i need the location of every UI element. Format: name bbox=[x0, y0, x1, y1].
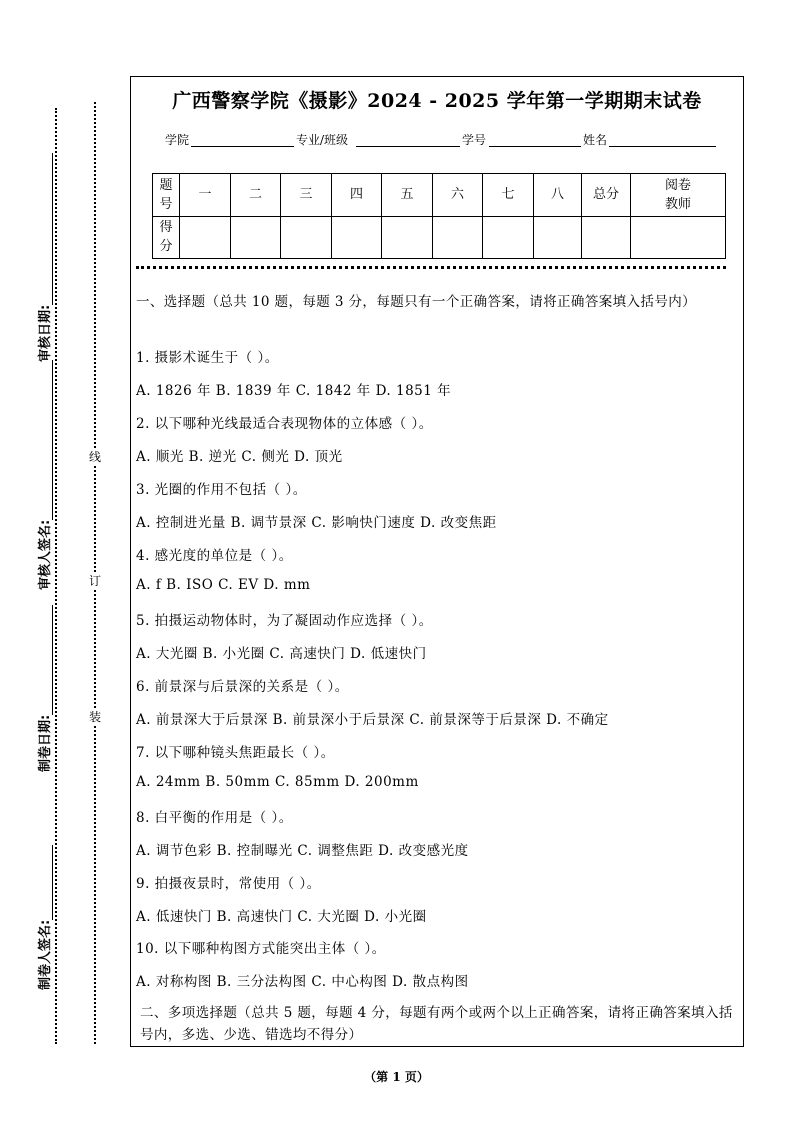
score-row-label: 得 分 bbox=[153, 216, 180, 259]
question-2-options: A. 顺光 B. 逆光 C. 侧光 D. 顶光 bbox=[136, 449, 343, 465]
col-header-total: 总分 bbox=[582, 174, 631, 217]
question-4: 4. 感光度的单位是（ ）。 bbox=[136, 548, 293, 564]
paper-maker-signature-label: 制卷人签名: bbox=[34, 845, 53, 990]
field-major-label: 专业/班级 bbox=[296, 133, 349, 147]
field-name-label: 姓名 bbox=[583, 133, 608, 147]
score-cell[interactable] bbox=[534, 216, 582, 259]
question-6-options: A. 前景深大于后景深 B. 前景深小于后景深 C. 前景深等于后景深 D. 不确定 bbox=[136, 712, 609, 728]
reviewer-signature-label: 审核人签名: bbox=[34, 360, 53, 590]
question-5-options: A. 大光圈 B. 小光圈 C. 高速快门 D. 低速快门 bbox=[136, 646, 427, 662]
question-8-options: A. 调节色彩 B. 控制曝光 C. 调整焦距 D. 改变感光度 bbox=[136, 843, 469, 859]
exam-title: 广西警察学院《摄影》2024 - 2025 学年第一学期期末试卷 bbox=[172, 90, 702, 112]
col-header-grader: 阅卷 教师 bbox=[631, 174, 726, 217]
field-name-input[interactable] bbox=[609, 146, 716, 147]
col-header-1: 一 bbox=[180, 174, 231, 217]
score-table bbox=[152, 173, 726, 259]
review-date-label: 审核日期: bbox=[34, 153, 53, 362]
field-college-label: 学院 bbox=[165, 133, 190, 147]
col-header-4: 四 bbox=[332, 174, 382, 217]
field-college-input[interactable] bbox=[191, 146, 294, 147]
cut-mark-bind: 订 bbox=[89, 574, 102, 588]
question-1-options: A. 1826 年 B. 1839 年 C. 1842 年 D. 1851 年 bbox=[136, 383, 452, 399]
cut-mark-line: 线 bbox=[89, 450, 102, 464]
question-7-options: A. 24mm B. 50mm C. 85mm D. 200mm bbox=[136, 774, 419, 790]
field-major-input[interactable] bbox=[356, 146, 460, 147]
col-header-8: 八 bbox=[534, 174, 582, 217]
field-id-label: 学号 bbox=[462, 133, 487, 147]
question-7: 7. 以下哪种镜头焦距最长（ ）。 bbox=[136, 745, 335, 761]
question-1: 1. 摄影术诞生于（ ）。 bbox=[136, 350, 279, 366]
score-cell[interactable] bbox=[231, 216, 281, 259]
page-number: （第 1 页） bbox=[364, 1070, 429, 1084]
question-number-header: 题 号 bbox=[153, 174, 180, 217]
score-cell[interactable] bbox=[332, 216, 382, 259]
score-cell[interactable] bbox=[433, 216, 483, 259]
score-table-header-row bbox=[153, 174, 726, 217]
question-10-options: A. 对称构图 B. 三分法构图 C. 中心构图 D. 散点构图 bbox=[136, 974, 469, 990]
question-6: 6. 前景深与后景深的关系是（ ）。 bbox=[136, 679, 349, 695]
col-header-6: 六 bbox=[433, 174, 483, 217]
col-header-5: 五 bbox=[382, 174, 433, 217]
question-9-options: A. 低速快门 B. 高速快门 C. 大光圈 D. 小光圈 bbox=[136, 909, 427, 925]
field-id-input[interactable] bbox=[489, 146, 581, 147]
col-header-7: 七 bbox=[483, 174, 534, 217]
col-header-2: 二 bbox=[231, 174, 281, 217]
score-cell[interactable] bbox=[382, 216, 433, 259]
question-9: 9. 拍摄夜景时，常使用（ ）。 bbox=[136, 876, 321, 892]
score-cell[interactable] bbox=[281, 216, 332, 259]
question-5: 5. 拍摄运动物体时，为了凝固动作应选择（ ）。 bbox=[136, 613, 433, 629]
question-3-options: A. 控制进光量 B. 调节景深 C. 影响快门速度 D. 改变焦距 bbox=[136, 515, 497, 531]
score-cell[interactable] bbox=[180, 216, 231, 259]
question-10: 10. 以下哪种构图方式能突出主体（ ）。 bbox=[136, 941, 386, 957]
section-1-title: 一、选择题（总共 10 题，每题 3 分，每题只有一个正确答案，请将正确答案填入括号内） bbox=[136, 294, 697, 310]
question-4-options: A. f B. ISO C. EV D. mm bbox=[136, 577, 311, 593]
question-8: 8. 白平衡的作用是（ ）。 bbox=[136, 810, 293, 826]
score-cell[interactable] bbox=[582, 216, 631, 259]
col-header-3: 三 bbox=[281, 174, 332, 217]
paper-date-label: 制卷日期: bbox=[34, 605, 53, 772]
cut-mark-pack: 装 bbox=[89, 710, 102, 724]
outer-cut-line bbox=[55, 108, 57, 1044]
score-table-score-row bbox=[153, 216, 726, 259]
question-3: 3. 光圈的作用不包括（ ）。 bbox=[136, 482, 307, 498]
score-cell[interactable] bbox=[631, 216, 726, 259]
dotted-separator bbox=[136, 266, 726, 269]
question-2: 2. 以下哪种光线最适合表现物体的立体感（ ）。 bbox=[136, 416, 433, 432]
score-cell[interactable] bbox=[483, 216, 534, 259]
section-2-title: 二、多项选择题（总共 5 题，每题 4 分，每题有两个或两个以上正确答案，请将正确答案填入括号内，多选、少选、错选均不得分） bbox=[140, 1005, 733, 1043]
